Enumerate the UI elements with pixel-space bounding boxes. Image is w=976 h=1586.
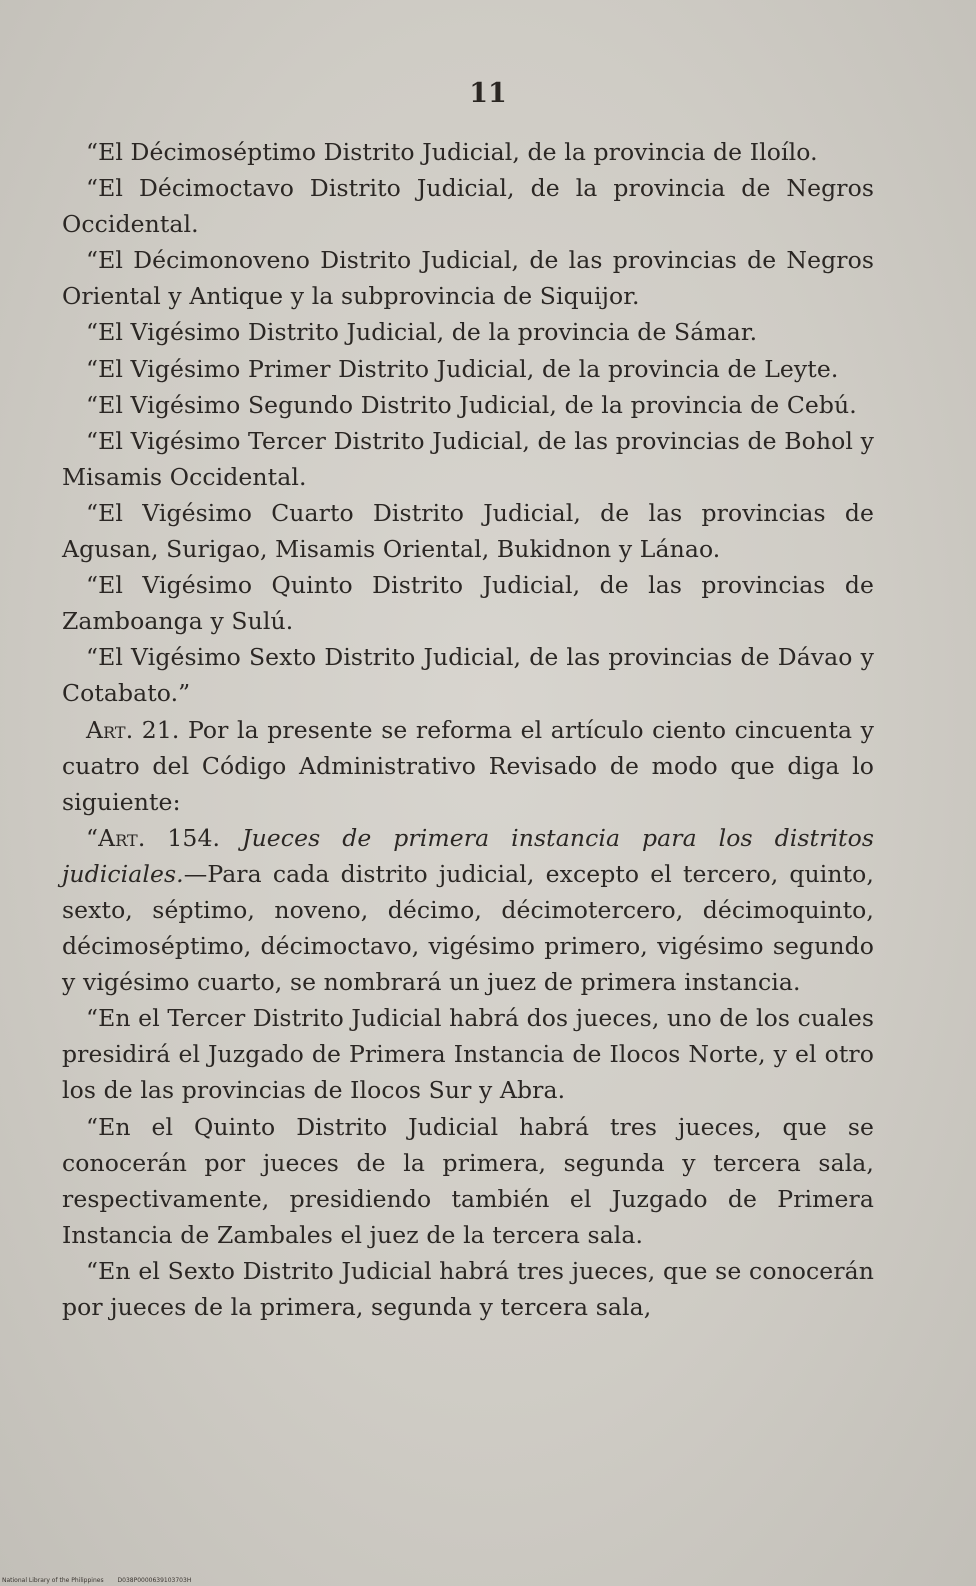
paragraph-distrito-17: “El Décimoséptimo Distrito Judicial, de la provincia de Iloílo.	[86, 138, 818, 166]
article-154-text: —Para cada distrito judicial, excepto el tercero, quinto, sexto, séptimo, noveno, décimo, décimotercero, décimoquinto, décimoséptimo, décimoctavo, vigésimo primero, vigésimo segundo y vigésimo cuarto, se nombrará un juez de primera instancia.	[62, 859, 874, 997]
paragraph-distrito-21: “El Vigésimo Primer Distrito Judicial, de la provincia de Leyte.	[86, 354, 839, 383]
article-154-label: Art.	[98, 823, 146, 852]
article-154	[62, 820, 874, 1000]
paragraph-distrito-20: “El Vigésimo Distrito Judicial, de la provincia de Sámar.	[86, 318, 758, 347]
paragraph-distrito-19: “El Décimonoveno Distrito Judicial, de las provincias de Negros Oriental y Antique y la subprovincia de Siquijor.	[62, 246, 874, 311]
body-text	[62, 134, 874, 1325]
footer-code: D038P0000639103703H	[117, 1577, 192, 1584]
footer-library: National Library of the Philippines	[2, 1577, 104, 1584]
article-154-number: 154.	[145, 823, 243, 852]
paragraph-quinto-distrito: “En el Quinto Distrito Judicial habrá tres jueces, que se conocerán por jueces de la primera, segunda y tercera sala, respectivamente, presidiendo también el Juzgado de Primera Instancia de Zambales el juez de la tercera sala.	[62, 1112, 874, 1249]
scan-footer	[2, 1577, 203, 1584]
article-154-title: Jueces de primera instancia para los distritos judiciales.	[62, 823, 874, 888]
paragraph-distrito-22: “El Vigésimo Segundo Distrito Judicial, de la provincia de Cebú.	[86, 390, 857, 419]
article-21	[62, 712, 874, 820]
paragraph-distrito-18: “El Décimoctavo Distrito Judicial, de la provincia de Negros Occidental.	[62, 174, 874, 239]
paragraph-tercer-distrito: “En el Tercer Distrito Judicial habrá dos jueces, uno de los cuales presidirá el Juzgado de Primera Instancia de Ilocos Norte, y el otro los de las provincias de Ilocos Sur y Abra.	[62, 1004, 874, 1105]
paragraph-distrito-23: “El Vigésimo Tercer Distrito Judicial, de las provincias de Bohol y Misamis Occidental.	[62, 426, 874, 491]
paragraph-distrito-24: “El Vigésimo Cuarto Distrito Judicial, de las provincias de Agusan, Surigao, Misamis Oriental, Bukidnon y Lánao.	[62, 498, 874, 564]
article-21-label: Art.	[86, 715, 134, 744]
paragraph-distrito-25: “El Vigésimo Quinto Distrito Judicial, de las provincias de Zamboanga y Sulú.	[62, 571, 874, 636]
paragraph-sexto-distrito: “En el Sexto Distrito Judicial habrá tres jueces, que se conocerán por jueces de la primera, segunda y tercera sala,	[62, 1256, 874, 1321]
page-number: 11	[469, 78, 507, 109]
article-154-open-quote: “	[86, 823, 99, 852]
paragraph-distrito-26: “El Vigésimo Sexto Distrito Judicial, de las provincias de Dávao y Cotabato.”	[62, 643, 874, 708]
article-21-text: 21. Por la presente se reforma el artículo ciento cincuenta y cuatro del Código Administrativo Revisado de modo que diga lo siguiente:	[62, 715, 874, 816]
